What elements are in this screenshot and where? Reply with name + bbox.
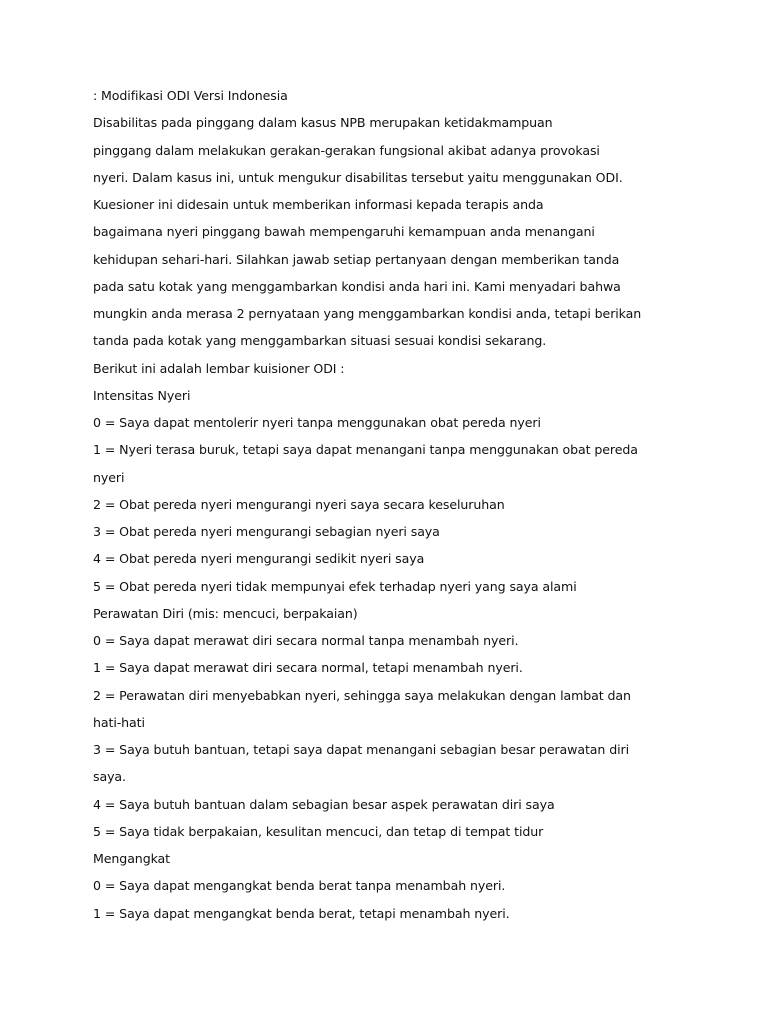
intro-paragraph-line: Disabilitas pada pinggang dalam kasus NPB merupakan ketidakmampuan [93,115,553,131]
section-heading-self-care: Perawatan Diri (mis: mencuci, berpakaian) [93,605,358,621]
option-line: 5 = Saya tidak berpakaian, kesulitan mencuci, dan tetap di tempat tidur [93,823,544,839]
option-line: 4 = Saya butuh bantuan dalam sebagian besar aspek perawatan diri saya [93,796,555,812]
option-line: 2 = Perawatan diri menyebabkan nyeri, sehingga saya melakukan dengan lambat dan [93,687,631,703]
option-line: 3 = Obat pereda nyeri mengurangi sebagian nyeri saya [93,524,440,539]
option-line: 1 = Saya dapat mengangkat benda berat, tetapi menambah nyeri. [93,905,510,921]
option-line: 0 = Saya dapat merawat diri secara normal tanpa menambah nyeri. [93,633,519,648]
intro-paragraph-line: Kuesioner ini didesain untuk memberikan informasi kepada terapis anda [93,197,544,212]
intro-paragraph-line: pinggang dalam melakukan gerakan-gerakan fungsional akibat adanya provokasi [93,142,600,158]
document-title-line: : Modifikasi ODI Versi Indonesia [93,88,288,103]
option-line: 1 = Saya dapat merawat diri secara normal, tetapi menambah nyeri. [93,660,523,676]
option-line: 4 = Obat pereda nyeri mengurangi sedikit nyeri saya [93,551,425,567]
intro-paragraph-line: bagaimana nyeri pinggang bawah mempengaruhi kemampuan anda menangani [93,224,595,240]
option-line: saya. [93,769,126,785]
intro-paragraph-line: kehidupan sehari-hari. Silahkan jawab setiap pertanyaan dengan memberikan tanda [93,251,620,267]
intro-paragraph-line: nyeri. Dalam kasus ini, untuk mengukur disabilitas tersebut yaitu menggunakan ODI. [93,169,623,185]
option-line: hati-hati [93,714,145,730]
option-line: 0 = Saya dapat mengangkat benda berat tanpa menambah nyeri. [93,878,506,894]
option-line: 5 = Obat pereda nyeri tidak mempunyai efek terhadap nyeri yang saya alami [93,578,577,594]
option-line: 1 = Nyeri terasa buruk, tetapi saya dapat menangani tanpa menggunakan obat pereda [93,442,638,458]
option-line: nyeri [93,469,125,485]
option-line: 0 = Saya dapat mentolerir nyeri tanpa menggunakan obat pereda nyeri [93,415,541,430]
intro-paragraph-line: pada satu kotak yang menggambarkan kondisi anda hari ini. Kami menyadari bahwa [93,278,621,294]
option-line: 3 = Saya butuh bantuan, tetapi saya dapat menangani sebagian besar perawatan diri [93,742,629,757]
questionnaire-intro-line: Berikut ini adalah lembar kuisioner ODI : [93,360,345,376]
document-body [93,86,693,931]
section-heading-lifting: Mengangkat [93,851,171,866]
intro-paragraph-line: mungkin anda merasa 2 pernyataan yang menggambarkan kondisi anda, tetapi berikan [93,306,642,321]
section-heading-pain-intensity: Intensitas Nyeri [93,387,191,403]
intro-paragraph-line: tanda pada kotak yang menggambarkan situasi sesuai kondisi sekarang. [93,333,547,349]
option-line: 2 = Obat pereda nyeri mengurangi nyeri saya secara keseluruhan [93,496,505,512]
